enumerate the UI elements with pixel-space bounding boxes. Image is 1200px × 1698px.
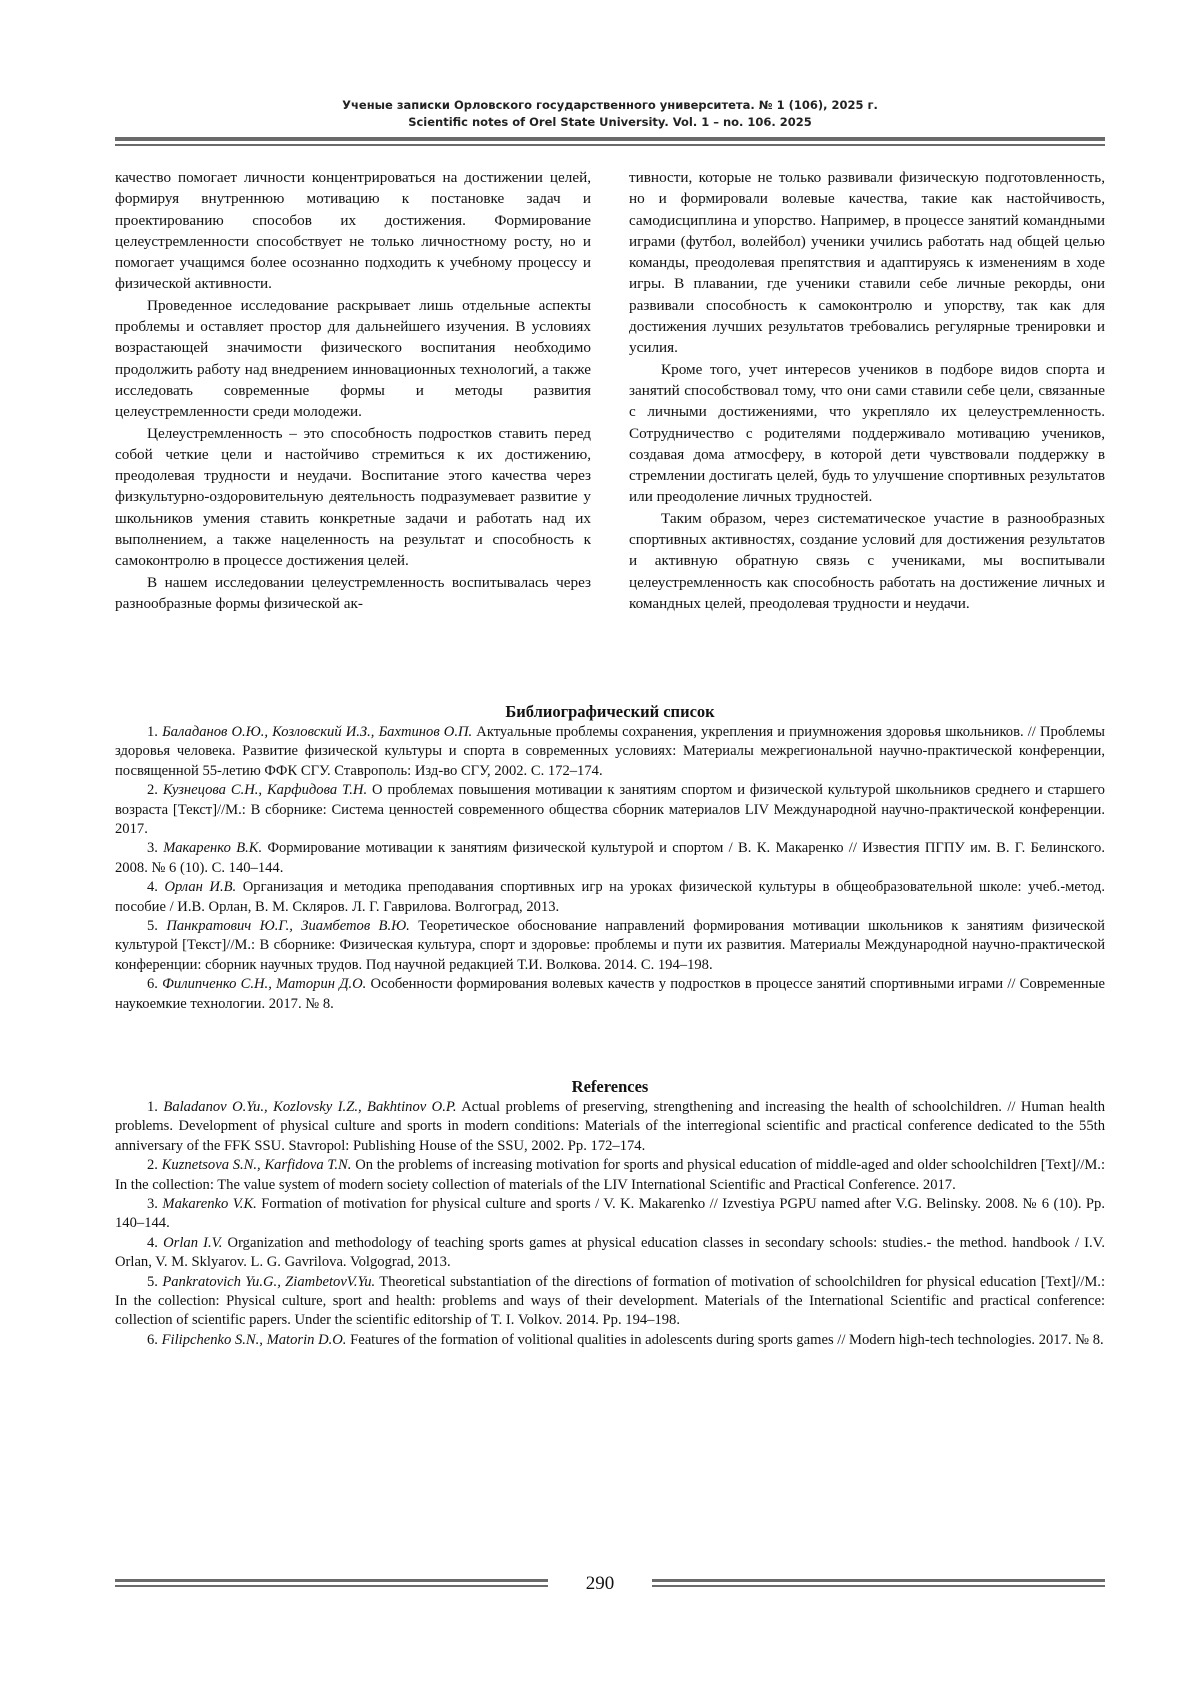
bibliography-item <box>115 781 1105 839</box>
footer-rule-left-thin <box>115 1585 548 1587</box>
item-authors: Макаренко В.К. <box>163 840 263 857</box>
reference-item <box>115 1195 1105 1234</box>
reference-item <box>115 1331 1105 1350</box>
paragraph: Кроме того, учет интересов учеников в подборе видов спорта и занятий способствовал тому, что они сами ставили себе цели, связанные с личными достижениями, что укрепляло их целеустремленность. Сотрудничество с родителями поддерживало мотивацию учеников, создавая дома атмосферу, в которой дети чувствовали поддержку в стремлении достигать целей, будь то улучшение спортивных результатов или преодоление личных трудностей. <box>629 360 1105 506</box>
right-column <box>629 167 1105 614</box>
item-authors: Filipchenko S.N., Matorin D.O. <box>161 1331 347 1348</box>
item-authors: Pankratovich Yu.G., ZiambetovV.Yu. <box>162 1273 376 1290</box>
item-text: Актуальные проблемы сохранения, укрепления и приумножения здоровья школьников. // Проблемы здоровья человека. Развитие физической культуры и спорта в современных условиях: Материалы межрегиональной научно-практической конференции, посвященной 55-летию ФФК СГУ. Ставрополь: Изд-во СГУ, 2002. С. 172–174. <box>115 724 1105 779</box>
bibliography-item <box>115 878 1105 917</box>
item-authors: Орлан И.В. <box>164 879 237 896</box>
reference-item <box>115 1156 1105 1195</box>
item-number: 1. <box>147 724 158 740</box>
item-text: Организация и методика преподавания спортивных игр на уроках физической культуры в общеобразовательной школе: учеб.-метод. пособие / И.В. Орлан, В. М. Скляров. Л. Г. Гаврилова. Волгоград, 2013. <box>115 879 1106 915</box>
item-text: Formation of motivation for physical culture and sports / V. K. Makarenko // Izvestiya PGPU named after V.G. Belinsky. 2008. № 6 (10). Pp. 140–144. <box>115 1196 1105 1232</box>
item-text: Особенности формирования волевых качеств у подростков в процессе занятий спортивными играми // Современные наукоемкие технологии. 2017. № 8. <box>115 976 1105 1012</box>
footer-rule-right-thin <box>652 1585 1105 1587</box>
bibliography-section <box>115 701 1105 1014</box>
footer-rule-left <box>115 1579 548 1582</box>
item-authors: Панкратович Ю.Г., Зиамбетов В.Ю. <box>166 918 410 935</box>
paragraph: Таким образом, через систематическое участие в разнообразных спортивных активностях, создание условий для достижения результатов и активную обратную связь с учениками, мы воспитывали целеустремленность как способность работать на достижение личных и командных целей, преодолевая трудности и неудачи. <box>629 509 1105 612</box>
journal-header <box>115 97 1105 131</box>
item-number: 3. <box>147 1196 158 1213</box>
page-number: 290 <box>585 1573 615 1594</box>
item-number: 2. <box>147 1157 158 1174</box>
references-title: References <box>571 1077 649 1096</box>
paragraph: В нашем исследовании целеустремленность воспитывалась через разнообразные формы физической ак- <box>115 573 591 612</box>
journal-header-ru: Ученые записки Орловского государственного университета. № 1 (106), 2025 г. <box>342 98 878 112</box>
item-text: On the problems of increasing motivation for sports and physical education of middle-aged and older schoolchildren [Text]//M.: In the collection: The value system of modern society collection of materials of the LIV International Scientific and Practical Conference. 2017. <box>115 1157 1106 1193</box>
item-text: Формирование мотивации к занятиям физической культурой и спортом / В. К. Макаренко // Известия ПГПУ им. В. Г. Белинского. 2008. № 6 (10). С. 140–144. <box>115 840 1106 876</box>
paragraph: тивности, которые не только развивали физическую подготовленность, но и формировали волевые качества, такие как настойчивость, самодисциплина и упорство. Например, в процессе занятий командными играми (футбол, волейбол) ученики учились работать над общей целью команды, преодолевая препятствия и адаптируясь к изменениям в ходе игры. В плавании, где ученики ставили себе личные рекорды, они развивали способность к самоконтролю и упорству, так как для достижения лучших результатов требовались регулярные тренировки и усилия. <box>629 169 1105 357</box>
item-number: 4. <box>147 1234 158 1251</box>
item-number: 2. <box>147 782 158 799</box>
item-text: Теоретическое обоснование направлений формирования мотивации школьников к занятиям физической культурой [Текст]//М.: В сборнике: Физическая культура, спорт и здоровье: проблемы и пути их развития. Материалы Международной научно-практической конференции: сборник научных трудов. Под научной редакцией Т.И. Волкова. 2014. С. 194–198. <box>115 918 1105 973</box>
item-authors: Баладанов О.Ю., Козловский И.З., Бахтинов О.П. <box>162 724 473 740</box>
reference-item <box>115 1098 1105 1156</box>
item-text: Features of the formation of volitional qualities in adolescents during sports games // Modern high-tech technologies. 2017. № 8. <box>350 1331 1104 1348</box>
item-authors: Кузнецова С.Н., Карфидова Т.Н. <box>162 782 368 799</box>
item-text: Actual problems of preserving, strengthening and increasing the health of schoolchildren. // Human health problems. Development of physical culture and sports in modern conditions: Materials of the interregional scientific and practical conference dedicated to the 55th anniversary of the FFK SSU. Stavropol: Publishing House of the SSU, 2002. Pp. 172–174. <box>115 1099 1105 1154</box>
item-authors: Филипченко С.Н., Маторин Д.О. <box>162 976 367 993</box>
item-number: 4. <box>147 879 158 896</box>
item-number: 3. <box>147 840 158 857</box>
footer-rule-right <box>652 1579 1105 1582</box>
bibliography-item <box>115 723 1105 781</box>
item-number: 5. <box>147 918 158 935</box>
header-rule-thick <box>115 137 1105 141</box>
item-text: Organization and methodology of teaching sports games at physical education classes in secondary schools: studies.- the method. handbook / I.V. Orlan, V. M. Sklyarov. L. G. Gavrilova. Volgograd, 2013. <box>115 1234 1105 1271</box>
item-authors: Orlan I.V. <box>163 1234 223 1251</box>
bibliography-title: Библиографический список <box>505 702 715 721</box>
paragraph: Проведенное исследование раскрывает лишь отдельные аспекты проблемы и оставляет простор для дальнейшего изучения. В условиях возрастающей значимости физического воспитания необходимо продолжить работу над внедрением инновационных технологий, а также исследовать современные формы и методы развития целеустремленности среди молодежи. <box>115 296 591 421</box>
header-rule-thin <box>115 144 1105 146</box>
item-authors: Kuznetsova S.N., Karfidova T.N. <box>161 1157 352 1174</box>
bibliography-item <box>115 839 1105 878</box>
paragraph: Целеустремленность – это способность подростков ставить перед собой четкие цели и настойчиво стремиться к их достижению, преодолевая трудности и неудачи. Воспитание этого качества через физкультурно-оздоровительную деятельность подразумевает развитие у школьников умения ставить конкретные задачи и работать над их выполнением, а также нацеленность на результат и способность к самоконтролю в процессе достижения целей. <box>115 424 591 570</box>
item-number: 1. <box>147 1099 158 1115</box>
bibliography-item <box>115 975 1105 1014</box>
item-authors: Makarenko V.K. <box>162 1196 257 1213</box>
item-authors: Baladanov O.Yu., Kozlovsky I.Z., Bakhtinov O.P. <box>163 1099 457 1115</box>
paragraph: качество помогает личности концентрироваться на достижении целей, формируя внутреннюю мотивацию к постановке задач и проектированию способов их достижения. Формирование целеустремленности способствует не только личностному росту, но и помогает учащимся более осознанно подходить к учебному процессу и физической активности. <box>115 169 591 293</box>
reference-item <box>115 1273 1105 1331</box>
reference-item <box>115 1234 1105 1273</box>
references-section <box>115 1076 1105 1350</box>
item-number: 6. <box>147 976 158 993</box>
item-text: О проблемах повышения мотивации к занятиям спортом и физической культурой школьников среднего и старшего возраста [Текст]//М.: В сборнике: Система ценностей современного общества сборник материалов LIV Международной научно-практической конференции. 2017. <box>115 782 1105 838</box>
item-text: Theoretical substantiation of the directions of formation of motivation of schoolchildren for physical education [Text]//M.: In the collection: Physical culture, sport and health: problems and ways of their development. Materials of the International Scientific and practical conference: collection of scientific papers. Under the scientific editorship of T. I. Volkov. 2014. Pp. 194–198. <box>115 1273 1105 1329</box>
bibliography-item <box>115 917 1105 975</box>
left-column <box>115 167 591 614</box>
item-number: 6. <box>147 1331 158 1348</box>
body-columns <box>115 167 1105 695</box>
item-number: 5. <box>147 1273 158 1290</box>
journal-header-en: Scientific notes of Orel State University. Vol. 1 – no. 106. 2025 <box>408 115 812 129</box>
